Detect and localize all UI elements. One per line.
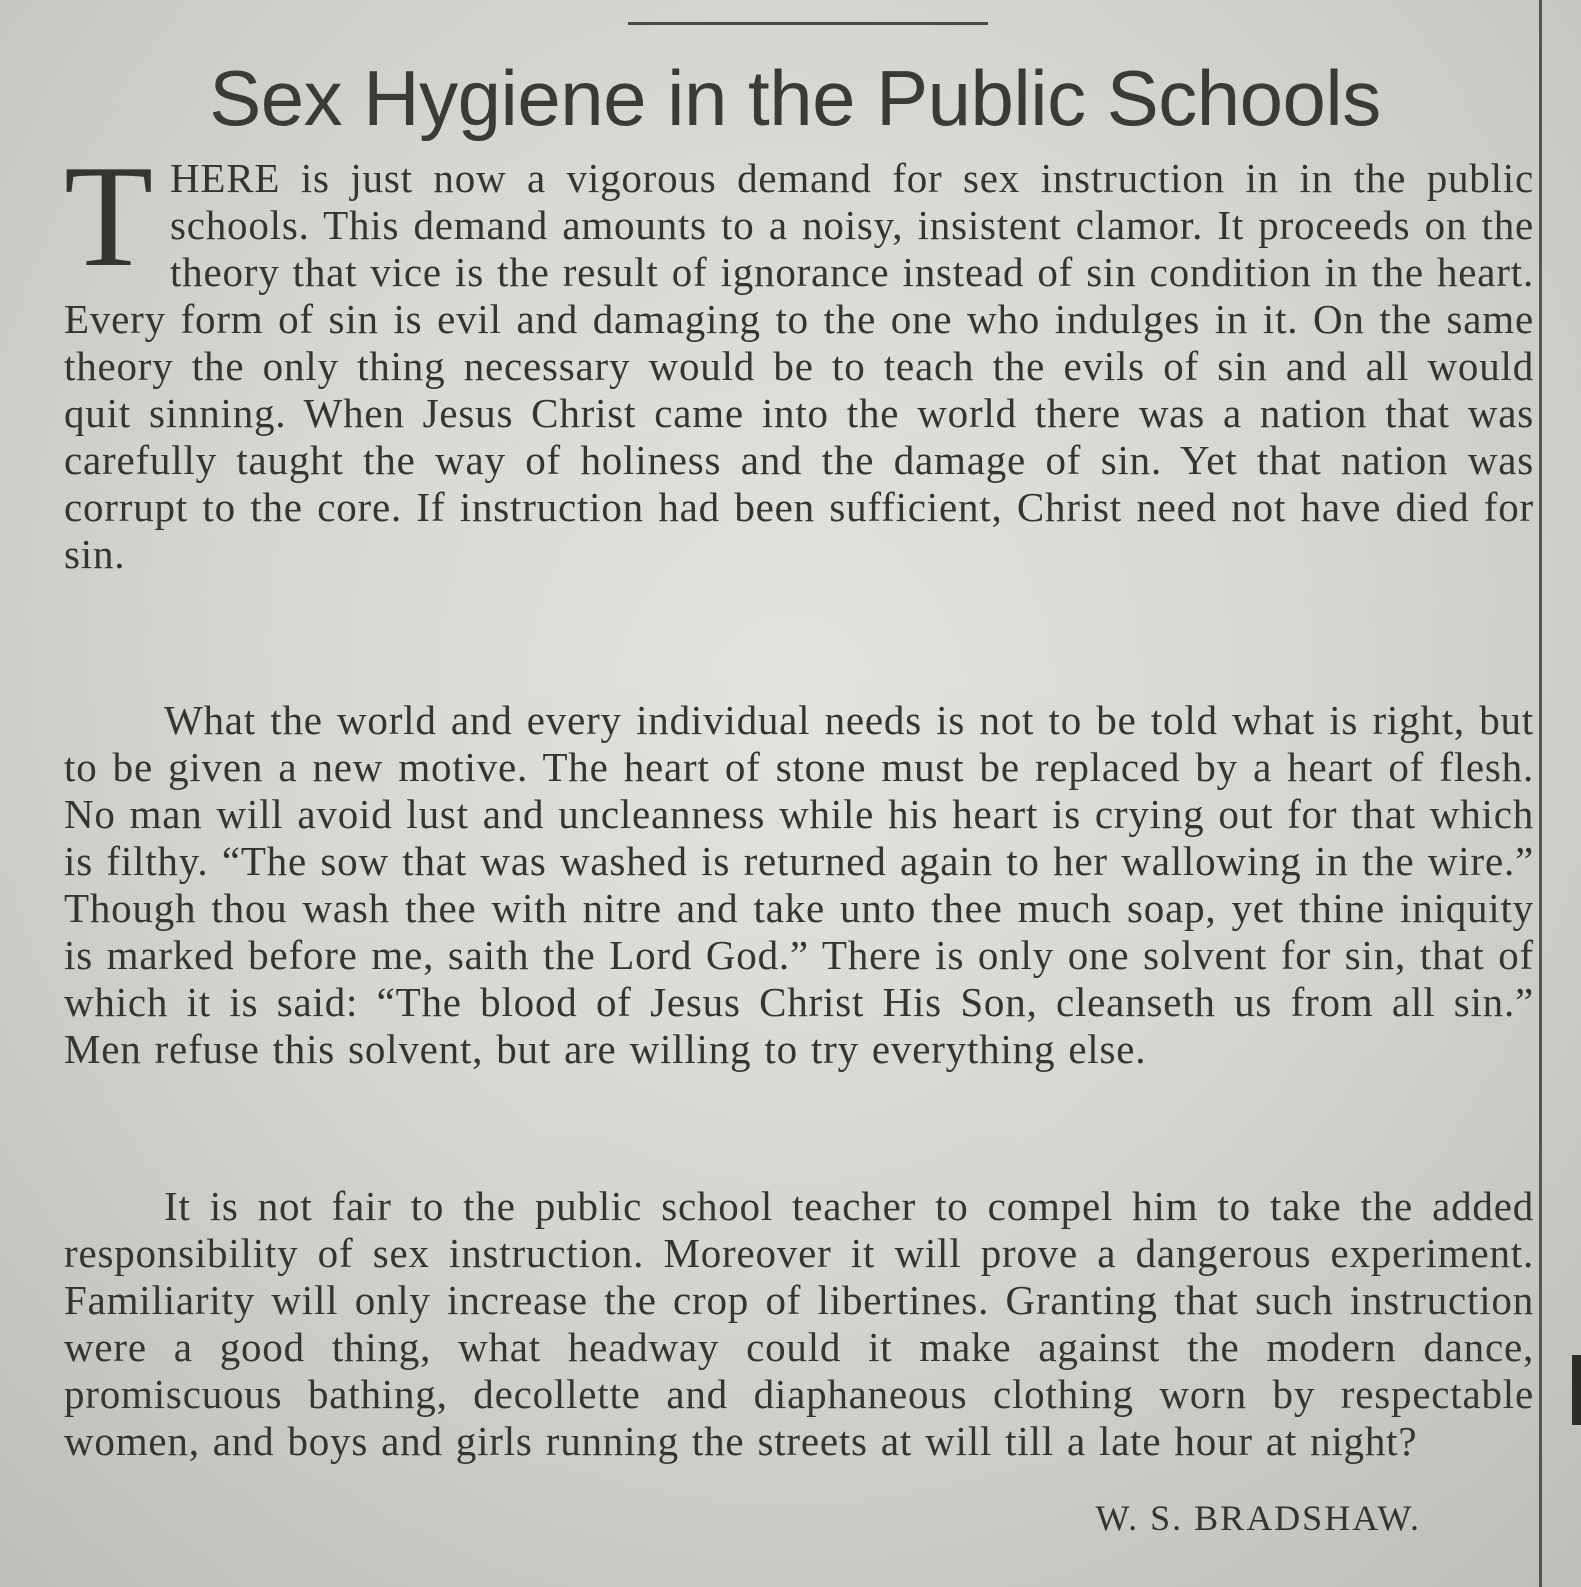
article-paragraph-1 [64,135,1534,578]
article-paragraph-3: It is not fair to the public school teacher to compel him to take the added responsibility of sex instruction. Moreover it will prove a dangerous experiment. Familiarity will only increase the crop of libertines. Granting that such instruction were a good thing, what headway could it make against the modern dance, promiscuous bathing, decollette and diaphaneous clothing worn by respectable women, and boys and girls running the streets at will till a late hour at night? [64,1183,1534,1464]
article-headline: Sex Hygiene in the Public Schools [209,54,1381,142]
column-divider-rule [1539,0,1542,1587]
paragraph-1-text: HERE is just now a vigorous demand for sex instruction in in the public schools. This demand amounts to a noisy, insistent clamor. It proceeds on the theory that vice is the result of ignorance instead of sin condition in the heart. Every form of sin is evil and damaging to the one who indulges in it. On the same theory the only thing necessary would be to teach the evils of sin and all would quit sinning. When Jesus Christ came into the world there was a nation that was carefully taught the way of holiness and the damage of sin. Yet that nation was corrupt to the core. If instruction had been sufficient, Christ need not have died for sin. [64,155,1534,577]
edge-mark [1572,1355,1581,1425]
top-divider-rule [628,22,988,25]
article-paragraph-2: What the world and every individual needs is not to be told what is right, but to be given a new motive. The heart of stone must be replaced by a heart of flesh. No man will avoid lust and uncleanness while his heart is crying out for that which is filthy. “The sow that was washed is returned again to her wallowing in the wire.” Though thou wash thee with nitre and take unto thee much soap, yet thine iniquity is marked before me, saith the Lord God.” There is only one solvent for sin, that of which it is said: “The blood of Jesus Christ His Son, cleanseth us from all sin.” Men refuse this solvent, but are willing to try everything else. [64,697,1534,1072]
drop-cap: T [64,135,154,297]
author-byline: W. S. BRADSHAW. [1095,1498,1421,1538]
